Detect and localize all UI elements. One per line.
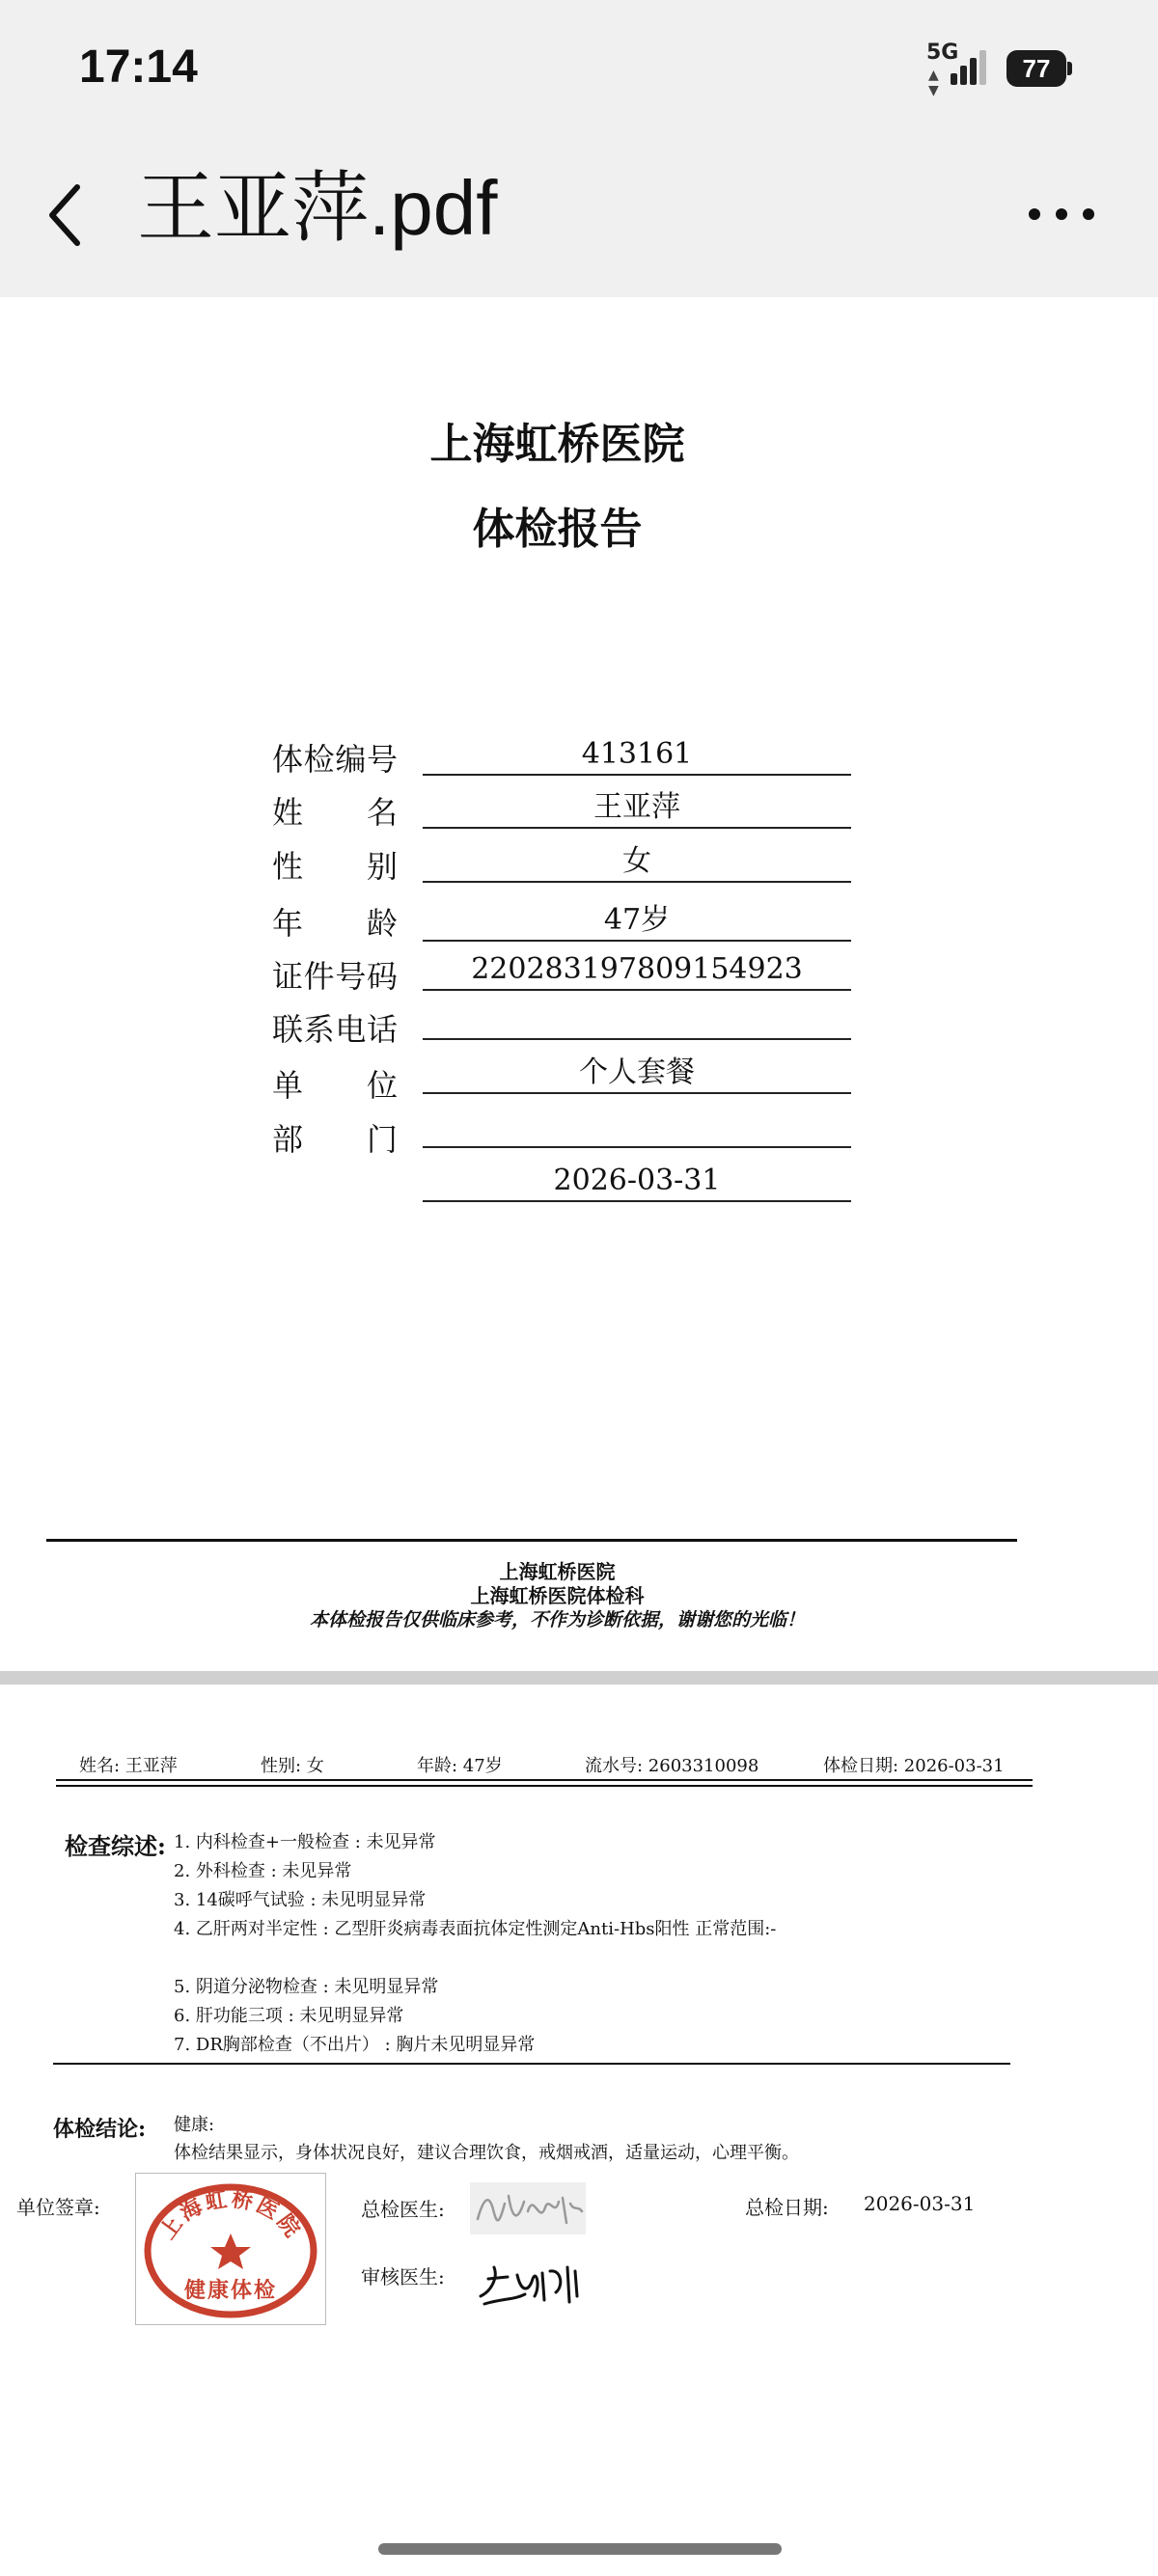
field-label-phone: 联系电话	[272, 1011, 398, 1048]
status-time: 17:14	[79, 41, 198, 93]
field-label-age: 年龄	[272, 905, 398, 942]
field-value-unit: 个人套餐	[423, 1054, 851, 1094]
top-bar	[0, 0, 1158, 297]
header-age: 年龄: 47岁	[417, 1756, 503, 1776]
chief-doctor-signature	[470, 2182, 586, 2234]
summary-item: 5. 阴道分泌物检查 : 未见明显异常	[174, 1977, 439, 1997]
stamp-top-text: 上海虹桥医院	[154, 2186, 307, 2244]
field-label-exam-id: 体检编号	[272, 741, 398, 778]
more-options-icon[interactable]	[1027, 205, 1096, 224]
header-serial: 流水号: 2603310098	[585, 1756, 759, 1776]
field-value-age: 47岁	[423, 901, 851, 942]
stamp-bottom-text: 健康体检	[183, 2278, 278, 2303]
network-type: 5G	[926, 41, 959, 65]
field-label-department: 部门	[272, 1121, 398, 1158]
chief-date-label: 总检日期:	[745, 2196, 829, 2219]
header-gender: 性别: 女	[261, 1756, 324, 1776]
summary-item: 6. 肝功能三项 : 未见明显异常	[174, 2006, 404, 2026]
field-value-date: 2026-03-31	[423, 1162, 851, 1202]
chief-date-value: 2026-03-31	[864, 2192, 976, 2215]
conclusion-status: 健康:	[174, 2115, 215, 2135]
summary-item: 1. 内科检查+一般检查 : 未见异常	[174, 1832, 436, 1852]
field-value-id-number: 220283197809154923	[423, 950, 851, 991]
home-indicator[interactable]	[378, 2543, 782, 2555]
summary-item: 3. 14碳呼气试验 : 未见明显异常	[174, 1890, 427, 1910]
review-doctor-signature-icon	[475, 2258, 583, 2312]
page-break	[0, 1671, 1158, 1685]
review-doctor-label: 审核医生:	[361, 2265, 445, 2288]
conclusion-label: 体检结论:	[53, 2117, 147, 2142]
data-arrows-icon: ▲ ▼	[928, 68, 939, 98]
summary-label: 检查综述:	[65, 1832, 166, 1860]
field-label-unit: 单位	[272, 1067, 398, 1104]
header-exam-date: 体检日期: 2026-03-31	[823, 1756, 1005, 1776]
header-divider	[56, 1779, 1033, 1781]
summary-item: 4. 乙肝两对半定性 : 乙型肝炎病毒表面抗体定性测定Anti-Hbs阳性 正常范围:-	[174, 1919, 777, 1939]
chief-doctor-label: 总检医生:	[361, 2198, 445, 2221]
field-value-exam-id: 413161	[423, 735, 851, 776]
document-title: 王亚萍.pdf	[137, 165, 498, 251]
cover-report-title: 体检报告	[472, 505, 643, 554]
field-value-phone	[423, 1000, 851, 1040]
hospital-stamp	[135, 2173, 326, 2325]
unit-sign-label: 单位签章:	[16, 2196, 100, 2219]
conclusion-text: 体检结果显示，身体状况良好，建议合理饮食，戒烟戒酒，适量运动，心理平衡。	[174, 2143, 799, 2163]
cover-hospital-name: 上海虹桥医院	[429, 420, 685, 469]
cover-footer-department: 上海虹桥医院体检科	[470, 1584, 645, 1607]
field-value-gender: 女	[423, 842, 851, 883]
stamp-seal-icon	[136, 2174, 325, 2324]
signal-strength-icon	[951, 48, 989, 87]
battery-level: 77	[1006, 50, 1066, 87]
handwritten-signature-icon	[470, 2182, 586, 2234]
header-divider-double	[56, 1785, 1033, 1787]
header-name: 姓名: 王亚萍	[79, 1756, 178, 1776]
summary-item: 7. DR胸部检查（不出片） : 胸片未见明显异常	[174, 2035, 536, 2055]
battery-icon	[1006, 50, 1072, 87]
field-label-id-number: 证件号码	[272, 958, 398, 995]
field-value-name: 王亚萍	[423, 788, 851, 829]
cover-footer-disclaimer: 本体检报告仅供临床参考，不作为诊断依据，谢谢您的光临！	[309, 1609, 805, 1631]
field-value-department	[423, 1108, 851, 1148]
cover-footer-hospital: 上海虹桥医院	[499, 1560, 616, 1583]
summary-divider	[53, 2063, 1010, 2065]
summary-item: 2. 外科检查 : 未见异常	[174, 1861, 352, 1881]
field-label-name: 姓名	[272, 794, 398, 831]
cover-footer-divider	[46, 1539, 1017, 1542]
back-arrow-icon[interactable]	[46, 183, 85, 247]
field-label-gender: 性别	[272, 848, 398, 885]
